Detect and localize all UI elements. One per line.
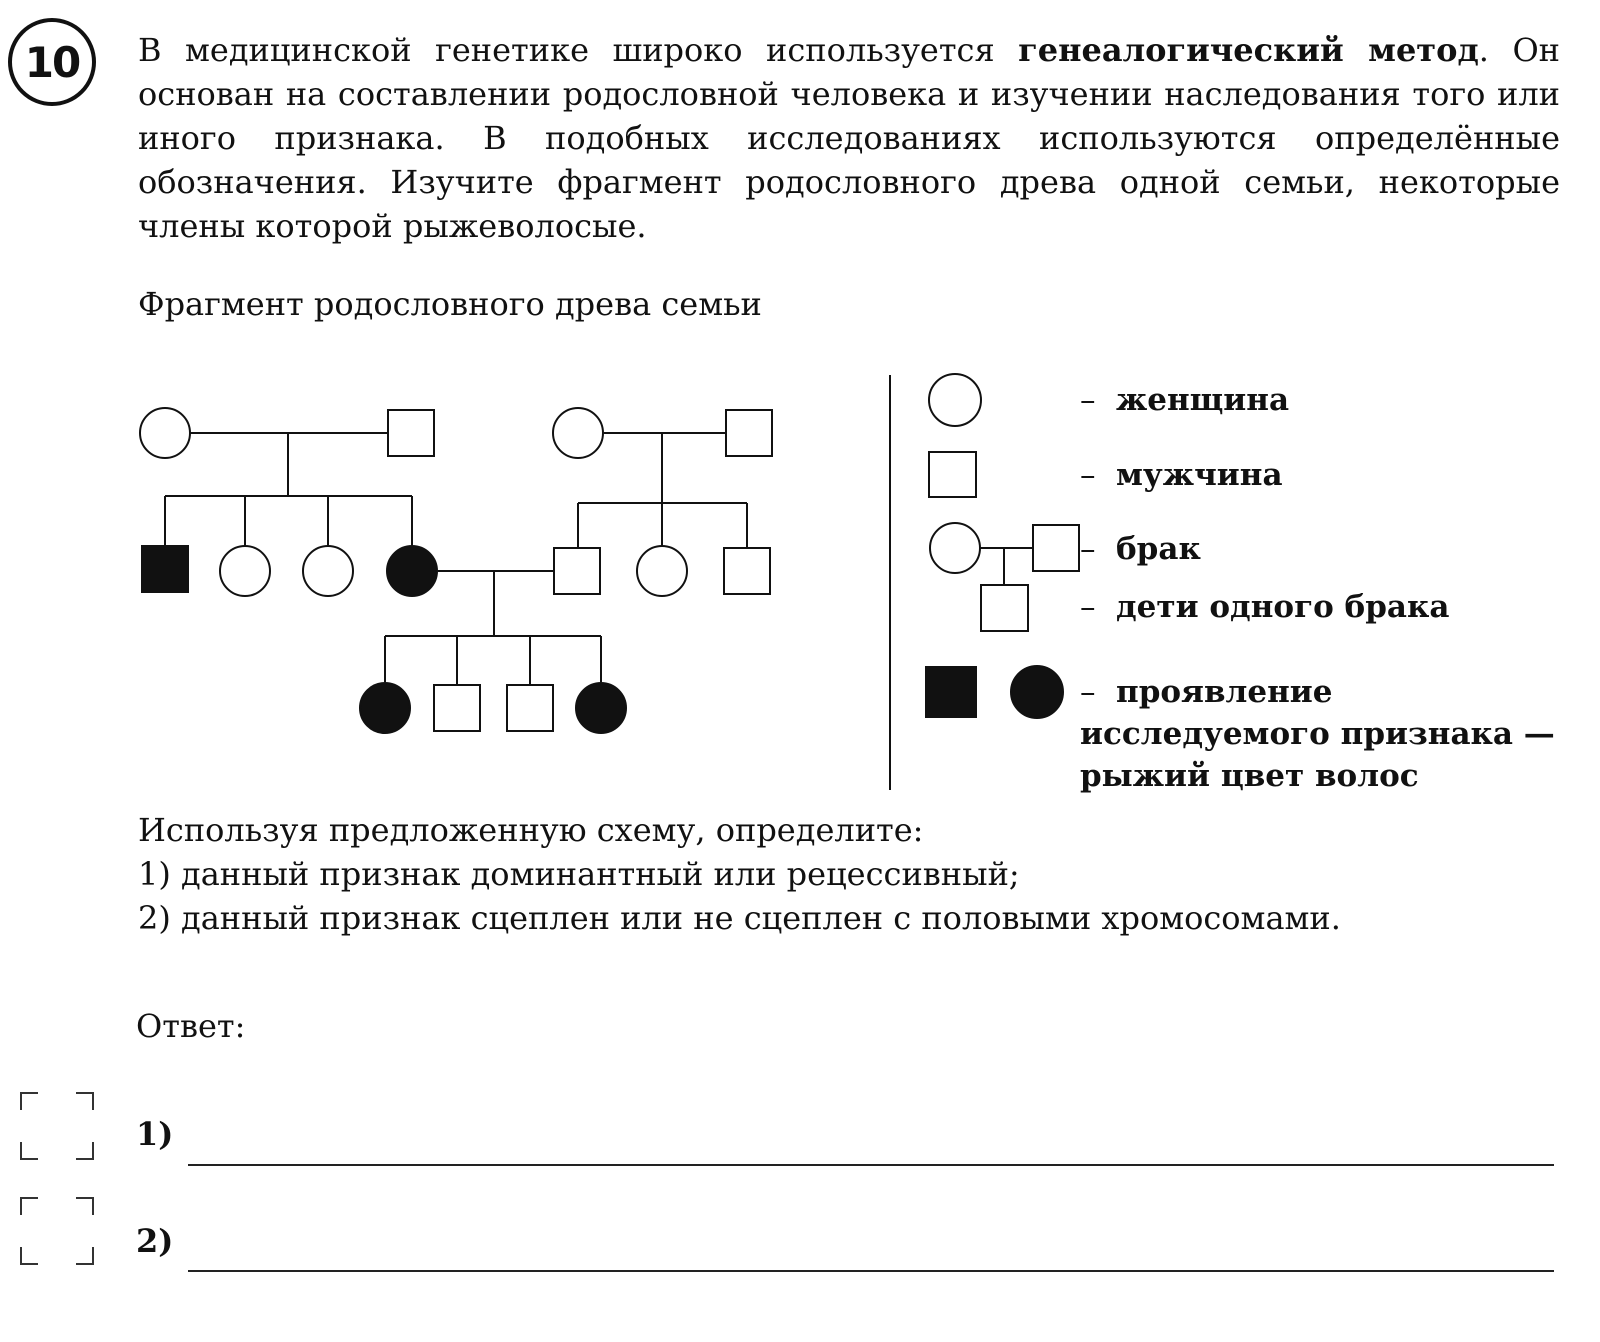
legend-children-label: дети одного брака: [1116, 589, 1450, 625]
legend-trait-label: проявление исследуемого признака — рыжий цвет волос: [1080, 674, 1555, 794]
legend-marriage-female-symbol: [930, 523, 980, 573]
female-affected: [387, 546, 437, 596]
legend-trait: [1080, 671, 1560, 797]
legend-male-label: мужчина: [1116, 457, 1283, 493]
legend-affected-female-symbol: [1011, 666, 1063, 718]
legend-symbols: [926, 374, 1079, 718]
legend-female: [1080, 379, 1289, 421]
legend-female-symbol: [929, 374, 981, 426]
intro-bold-term: генеалогический метод: [1018, 31, 1479, 69]
question-item-2: 2) данный признак сцеплен или не сцеплен с половыми хромосомами.: [138, 899, 1341, 937]
legend-marriage: [1080, 528, 1201, 570]
male-unaffected: [434, 685, 480, 731]
answer-line-2[interactable]: [188, 1270, 1554, 1272]
female-unaffected: [220, 546, 270, 596]
answer-number-2: 2): [136, 1222, 174, 1260]
male-unaffected: [724, 548, 770, 594]
legend-male: [1080, 454, 1283, 496]
legend-affected-male-symbol: [926, 667, 976, 717]
legend-male-symbol: [929, 452, 976, 497]
legend-marriage-male-symbol: [1033, 525, 1079, 571]
task-number: 10: [24, 37, 80, 87]
male-unaffected: [554, 548, 600, 594]
male-unaffected: [726, 410, 772, 456]
legend-child-symbol: [981, 585, 1028, 631]
question-block: [138, 808, 1341, 940]
legend-marriage-label: брак: [1116, 531, 1201, 567]
legend-dash: –: [1080, 589, 1096, 625]
answer-label: Ответ:: [136, 1007, 246, 1045]
male-unaffected: [388, 410, 434, 456]
male-affected: [142, 546, 188, 592]
female-unaffected: [303, 546, 353, 596]
intro-part-1: В медицинской генетике широко используется: [138, 31, 1019, 69]
male-unaffected: [507, 685, 553, 731]
female-unaffected: [637, 546, 687, 596]
legend-female-label: женщина: [1116, 382, 1290, 418]
question-item-1: 1) данный признак доминантный или рецессивный;: [138, 855, 1020, 893]
answer-box-1-marker: [20, 1092, 94, 1160]
fragment-title: Фрагмент родословного древа семьи: [138, 285, 762, 323]
female-unaffected: [553, 408, 603, 458]
answer-box-2-marker: [20, 1197, 94, 1265]
female-affected: [360, 683, 410, 733]
answer-number-1: 1): [136, 1115, 174, 1153]
answer-line-1[interactable]: [188, 1164, 1554, 1166]
question-intro: Используя предложенную схему, определите:: [138, 811, 924, 849]
legend-dash: –: [1080, 457, 1096, 493]
intro-part-2: . Он основан на составлении родословной человека и изучении наследования того или иного признака. В подобных исследованиях используются определённые обозначения. Изучите фрагмент родословного древа одной семьи, некоторые члены которой рыжеволосые.: [138, 31, 1560, 245]
female-unaffected: [140, 408, 190, 458]
legend-dash: –: [1080, 674, 1096, 710]
legend-children: [1080, 586, 1449, 628]
female-affected: [576, 683, 626, 733]
legend-dash: –: [1080, 382, 1096, 418]
legend-dash: –: [1080, 531, 1096, 567]
